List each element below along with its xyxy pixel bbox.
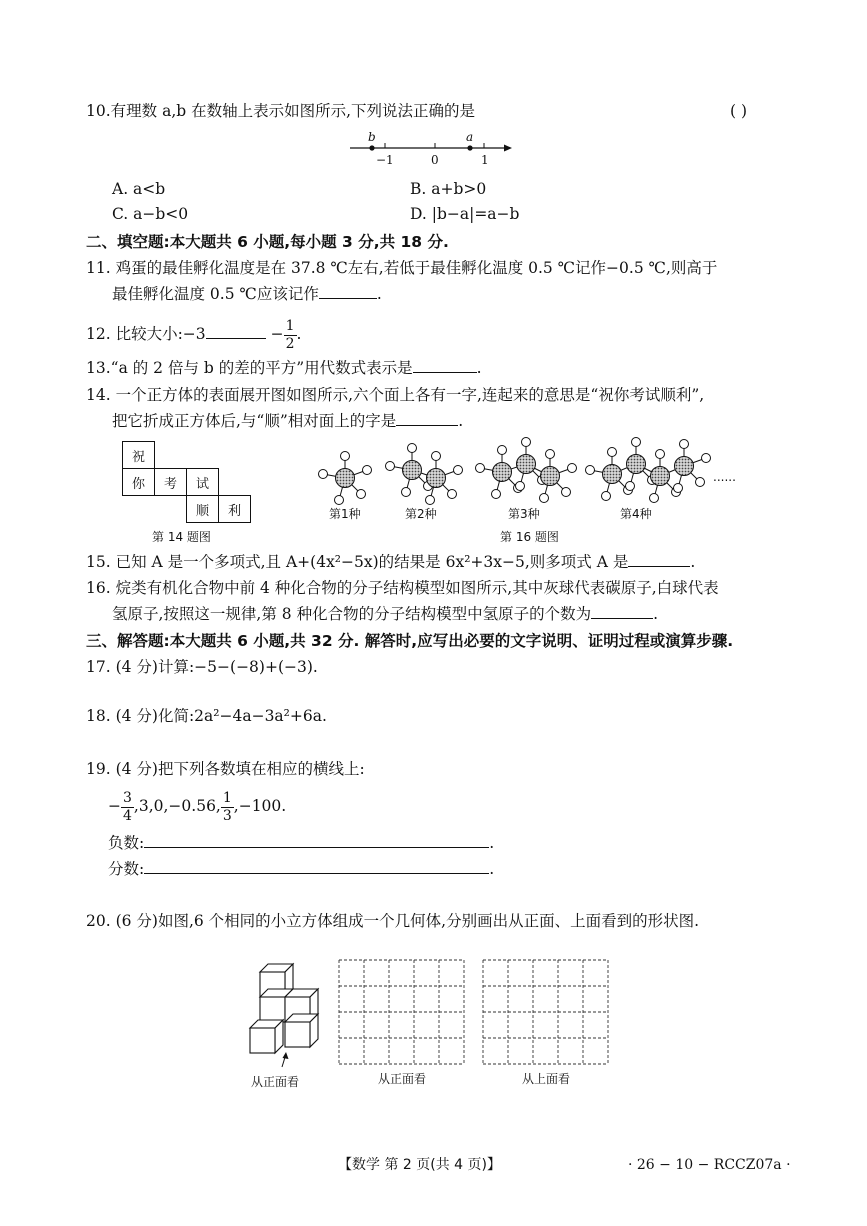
q14-line2: 把它折成正方体后,与“顺”相对面上的字是 . [112,412,464,430]
q16-line1: 16. 烷类有机化合物中前 4 种化合物的分子结构模型如图所示,其中灰球代表碳原子,白球代表 [86,579,719,597]
molecule-figure [312,440,732,515]
net-face: 考 [155,469,187,496]
q11-line2: 最佳孵化温度 0.5 ℃应该记作 . [112,285,382,303]
arrow-label: 从正面看 [251,1075,300,1089]
mol-label-2: 第2种 [405,507,437,521]
q16-line2: 氢原子,按照这一规律,第 8 种化合物的分子结构模型中氢原子的个数为 . [112,605,659,623]
q13: 13.“a 的 2 倍与 b 的差的平方”用代数式表示是 . [86,359,482,377]
tick-0: 0 [431,153,439,167]
label-b: b [368,130,376,144]
q11-line1: 11. 鸡蛋的最佳孵化温度是在 37.8 ℃左右,若低于最佳孵化温度 0.5 ℃记作−0.5 ℃,则高于 [86,259,718,277]
option-b: B. a+b>0 [410,180,487,198]
q19-stem: 19. (4 分)把下列各数填在相应的横线上: [86,760,365,778]
section-3-heading: 三、解答题:本大题共 6 小题,共 32 分. 解答时,应写出必要的文字说明、证明过程或演算步骤. [86,632,734,650]
cube-net [122,441,251,523]
label-a: a [466,130,474,144]
cube-stack [248,958,338,1078]
grid-front-label: 从正面看 [378,1072,427,1086]
option-a: A. a<b [112,180,166,198]
q12: 12. 比较大小:−3 − $\frac{1}{2}$ . [86,317,302,352]
option-c: C. a−b<0 [112,205,189,223]
net-face: 顺 [187,496,219,523]
tick-minus1: −1 [376,153,394,167]
net-face: 你 [123,469,155,496]
net-face: 试 [187,469,219,496]
grid-top-label: 从上面看 [522,1072,571,1086]
q15: 15. 已知 A 是一个多项式,且 A+(4x²−5x)的结果是 6x²+3x−5,则多项式 A 是 . [86,553,696,571]
grid-top [482,958,612,1066]
section-2-heading: 二、填空题:本大题共 6 小题,每小题 3 分,共 18 分. [86,233,449,251]
option-d: D. |b−a|=a−b [410,205,520,223]
q10-stem: 10.有理数 a,b 在数轴上表示如图所示,下列说法正确的是 [86,102,476,120]
ellipsis: ...... [713,470,736,484]
footer-right: · 26 − 10 − RCCZ07a · [628,1157,791,1173]
net-face: 利 [219,496,251,523]
footer-center: 【数学 第 2 页(共 4 页)】 [338,1157,501,1173]
q20-stem: 20. (6 分)如图,6 个相同的小立方体组成一个几何体,分别画出从正面、上面看到的形状图. [86,912,700,930]
q19-negatives: 负数: . [108,834,495,852]
q17: 17. (4 分)计算:−5−(−8)+(−3). [86,658,318,676]
answer-paren: ( ) [730,102,748,120]
q19-numbers: − $\frac{3}{4}$ ,3,0,−0.56, $\frac{1}{3}$ ,−100. [108,789,287,824]
grid-front [338,958,468,1066]
tick-1: 1 [481,153,489,167]
mol-label-3: 第3种 [508,507,540,521]
fig14-caption: 第 14 题图 [152,530,211,544]
q18: 18. (4 分)化简:2a²−4a−3a²+6a. [86,707,327,725]
fig16-caption: 第 16 题图 [500,530,559,544]
net-face: 祝 [123,442,155,469]
mol-label-1: 第1种 [329,507,361,521]
q19-fractions: 分数: . [108,860,495,878]
mol-label-4: 第4种 [620,507,652,521]
q14-line1: 14. 一个正方体的表面展开图如图所示,六个面上各有一字,连起来的意思是“祝你考试顺利”, [86,386,705,404]
